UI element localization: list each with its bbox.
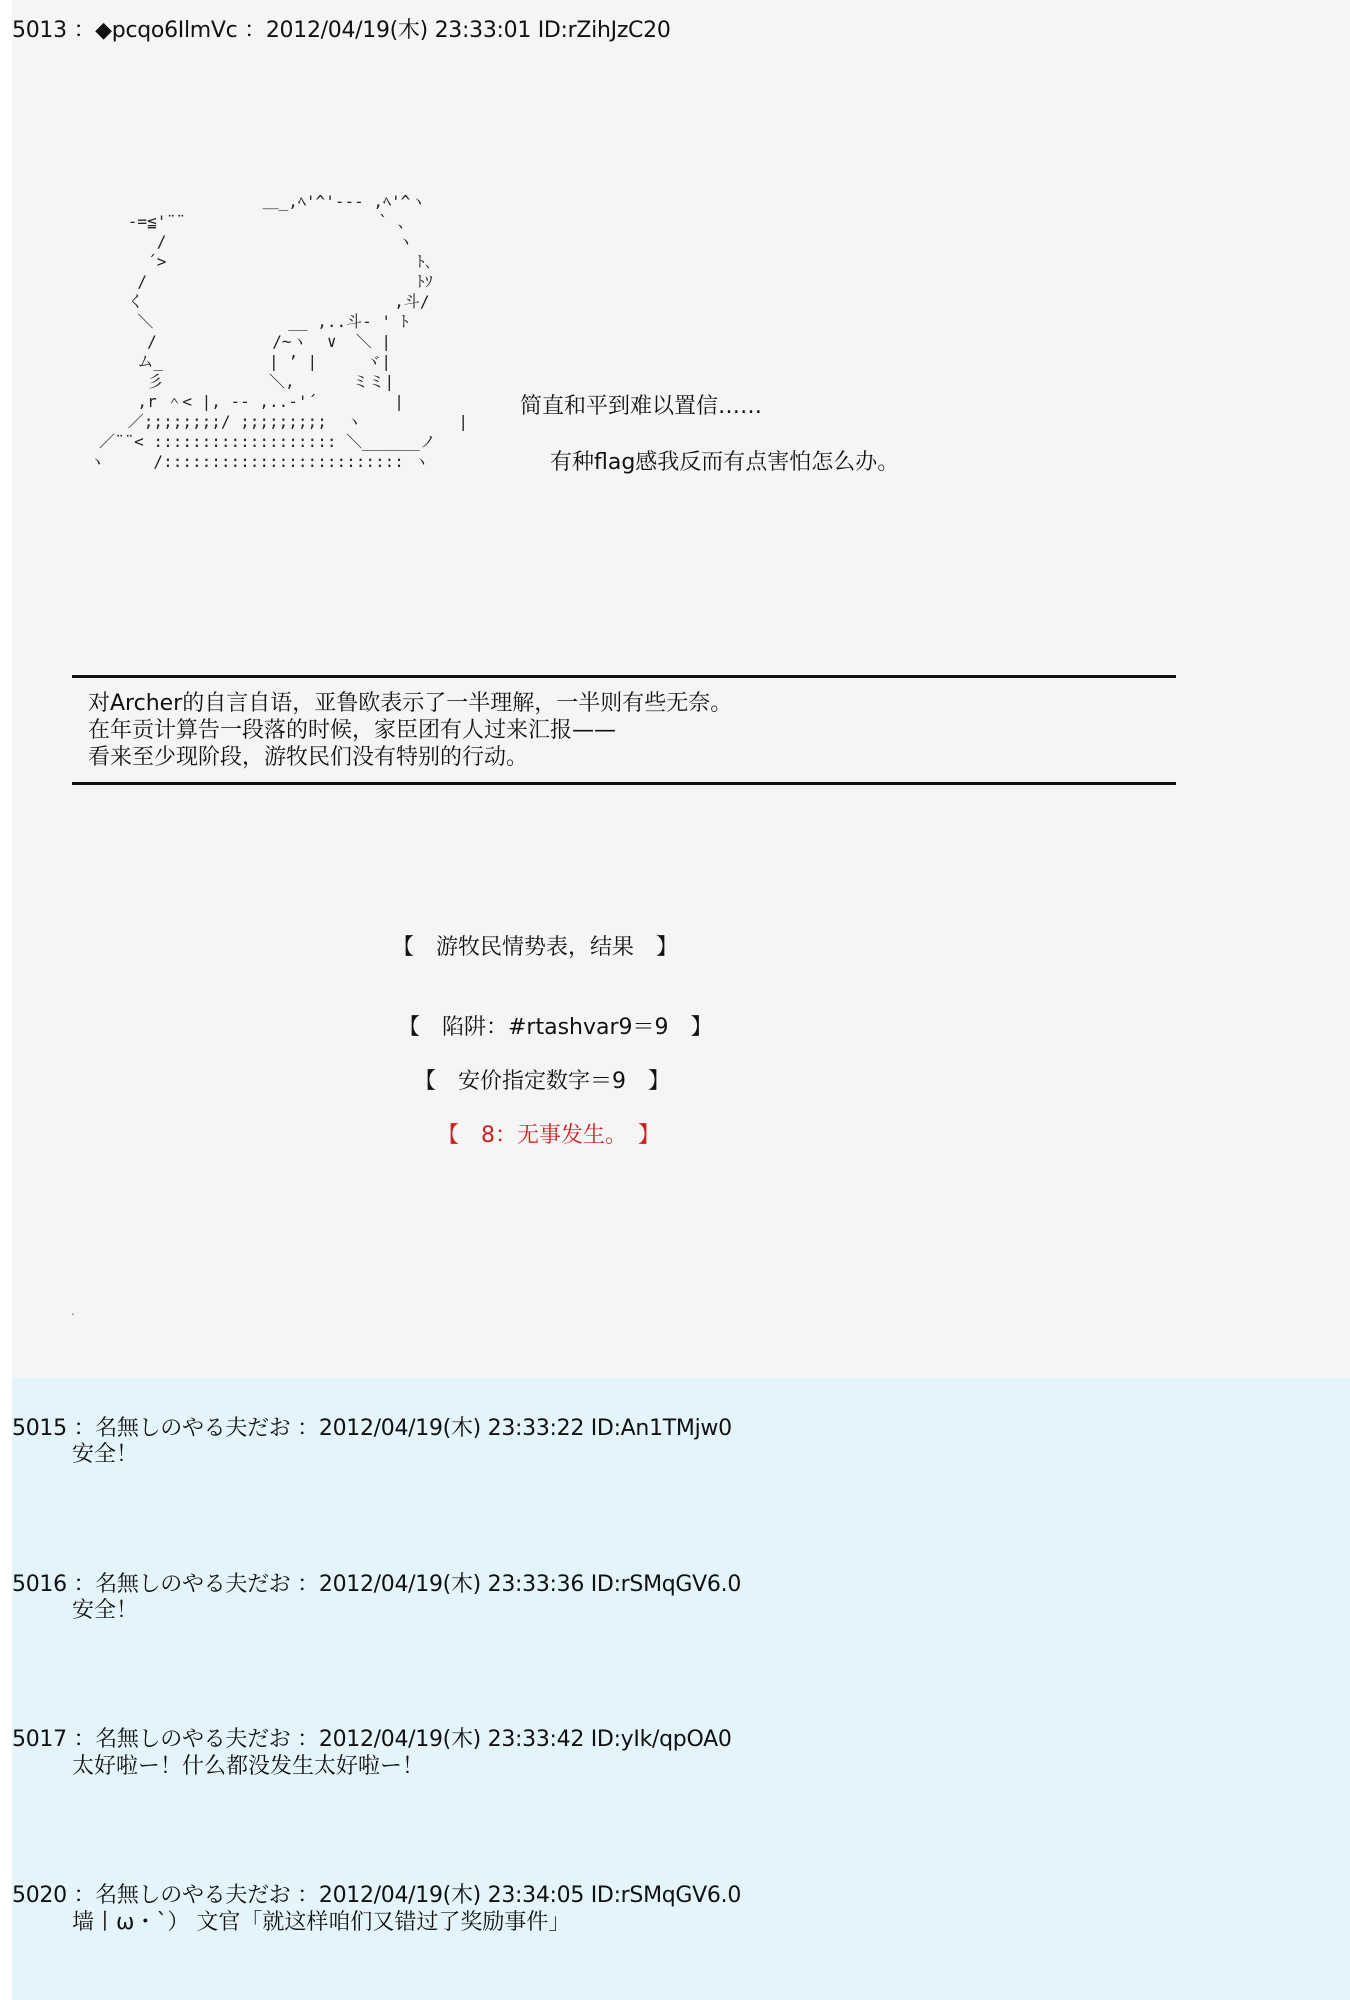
narration-bottom-rule: [72, 782, 1176, 785]
reply-body-5020: 墙丨ω・`） 文官「就这样咱们又错过了奖励事件」: [72, 1910, 571, 1935]
main-post-header: 5013 ：◆pcqo6IlmVc ：2012/04/19(木) 23:33:01 ID:rZihJzC20: [12, 18, 671, 43]
reply-header-5015: 5015 ：名無しのやる夫だお ：2012/04/19(木) 23:33:22 ID:An1TMjw0: [12, 1416, 732, 1441]
result-title: 【 游牧民情势表，结果 】: [392, 935, 679, 960]
narration-top-rule: [72, 675, 1176, 678]
stray-dot: .: [71, 1304, 75, 1318]
reply-body-5015: 安全！: [72, 1442, 139, 1467]
result-trap: 【 陷阱：#rtashvar9＝9 】: [398, 1015, 713, 1040]
dialogue-line-1: 简直和平到难以置信……: [520, 394, 763, 419]
narration-line-2: 在年贡计算告一段落的时候，家臣团有人过来汇报——: [88, 718, 617, 743]
narration-line-3: 看来至少现阶段，游牧民们没有特别的行动。: [88, 745, 529, 770]
ascii-art-character: ＿_,ﾍ'^'‐-- ,ﾍ'^ヽ -=≦'¨¨ ` 、 / ヽ ´> ﾄ､ / ﾄｿ く ,斗/ ＼ __ ,..斗- ' ﾄ / /~ヽ ∨ ＼ | ム_ | ’ | ヾ| 彡 ＼, ミミ| ,r ＾< |, -- ,..-'´ | ／;;;;;;;;/ ;;;;;;;;; ヽ | ／¨¨< ::::::::::::::::::: ＼______ノ ヽ /::::::::::::::::::::::::: ヽ: [89, 192, 469, 471]
reply-header-5017: 5017 ：名無しのやる夫だお ：2012/04/19(木) 23:33:42 ID:yIk/qpOA0: [12, 1727, 732, 1752]
narration-block: [88, 690, 732, 771]
reply-header-5016: 5016 ：名無しのやる夫だお ：2012/04/19(木) 23:33:36 ID:rSMqGV6.0: [12, 1572, 742, 1597]
reply-body-5016: 安全！: [72, 1598, 139, 1623]
dialogue-line-2: 有种flag感我反而有点害怕怎么办。: [550, 450, 900, 475]
narration-line-1: 对Archer的自言自语，亚鲁欧表示了一半理解，一半则有些无奈。: [88, 691, 733, 716]
result-outcome: 【 8：无事发生。 】: [437, 1123, 660, 1148]
reply-header-5020: 5020 ：名無しのやる夫だお ：2012/04/19(木) 23:34:05 ID:rSMqGV6.0: [12, 1883, 742, 1908]
reply-body-5017: 太好啦ー！什么都没发生太好啦ー！: [72, 1754, 425, 1779]
result-designated-number: 【 安价指定数字＝9 】: [414, 1069, 670, 1094]
